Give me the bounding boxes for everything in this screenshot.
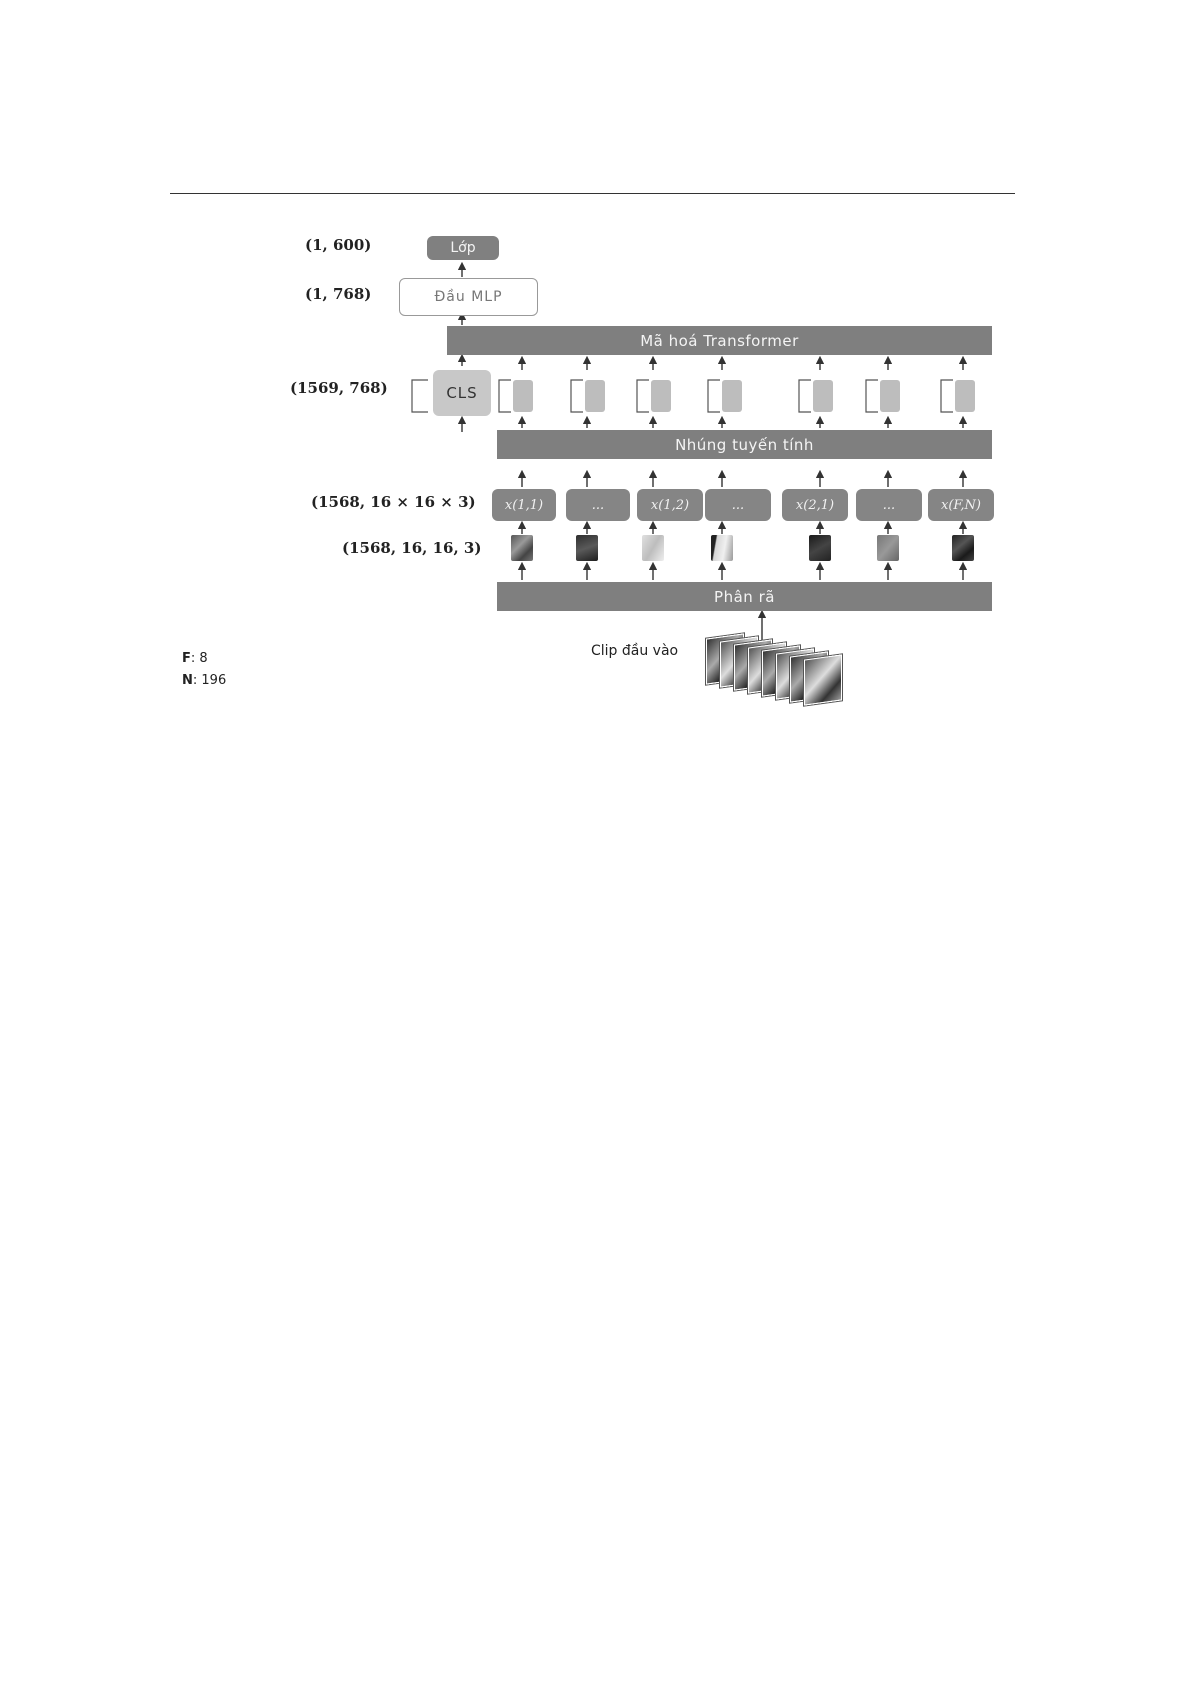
dim-class-out: (1, 600) [305, 236, 372, 254]
legend-n: N: 196 [182, 673, 227, 688]
linear-embedding-bar: Nhúng tuyến tính [497, 430, 992, 459]
flat-patch-box: x(2,1) [782, 489, 848, 521]
image-patch [711, 535, 733, 561]
patch-token [880, 380, 900, 412]
token-bracket [637, 380, 649, 412]
patch-token [513, 380, 533, 412]
dim-patches: (1568, 16, 16, 3) [342, 539, 482, 557]
token-bracket [799, 380, 811, 412]
token-bracket [571, 380, 583, 412]
dim-flat-patches: (1568, 16 × 16 × 3) [311, 493, 476, 511]
patch-token [955, 380, 975, 412]
patch-token [813, 380, 833, 412]
image-patch [809, 535, 831, 561]
image-patch [877, 535, 899, 561]
token-bracket [499, 380, 511, 412]
patch-token [585, 380, 605, 412]
decompose-bar: Phân rã [497, 582, 992, 611]
token-bracket [412, 380, 428, 412]
image-patch [576, 535, 598, 561]
class-box: Lớp [427, 236, 499, 260]
dim-tokens: (1569, 768) [290, 379, 388, 397]
token-bracket [708, 380, 720, 412]
ellipsis-box: ... [566, 489, 630, 521]
flat-patch-box: x(1,2) [637, 489, 703, 521]
input-clip-label: Clip đầu vào [591, 643, 679, 659]
token-bracket [941, 380, 953, 412]
token-bracket [866, 380, 878, 412]
image-patch [511, 535, 533, 561]
flat-patch-box: x(F,N) [928, 489, 994, 521]
mlp-head-box: Đầu MLP [399, 278, 538, 316]
legend-f: F: 8 [182, 651, 208, 666]
image-patch [642, 535, 664, 561]
patch-token [651, 380, 671, 412]
patch-token [722, 380, 742, 412]
transformer-bar: Mã hoá Transformer [447, 326, 992, 355]
flat-patch-box: x(1,1) [492, 489, 556, 521]
dim-mlp-out: (1, 768) [305, 285, 372, 303]
ellipsis-box: ... [856, 489, 922, 521]
ellipsis-box: ... [705, 489, 771, 521]
image-patch [952, 535, 974, 561]
cls-token: CLS [433, 370, 491, 416]
clip-frame [804, 654, 842, 705]
